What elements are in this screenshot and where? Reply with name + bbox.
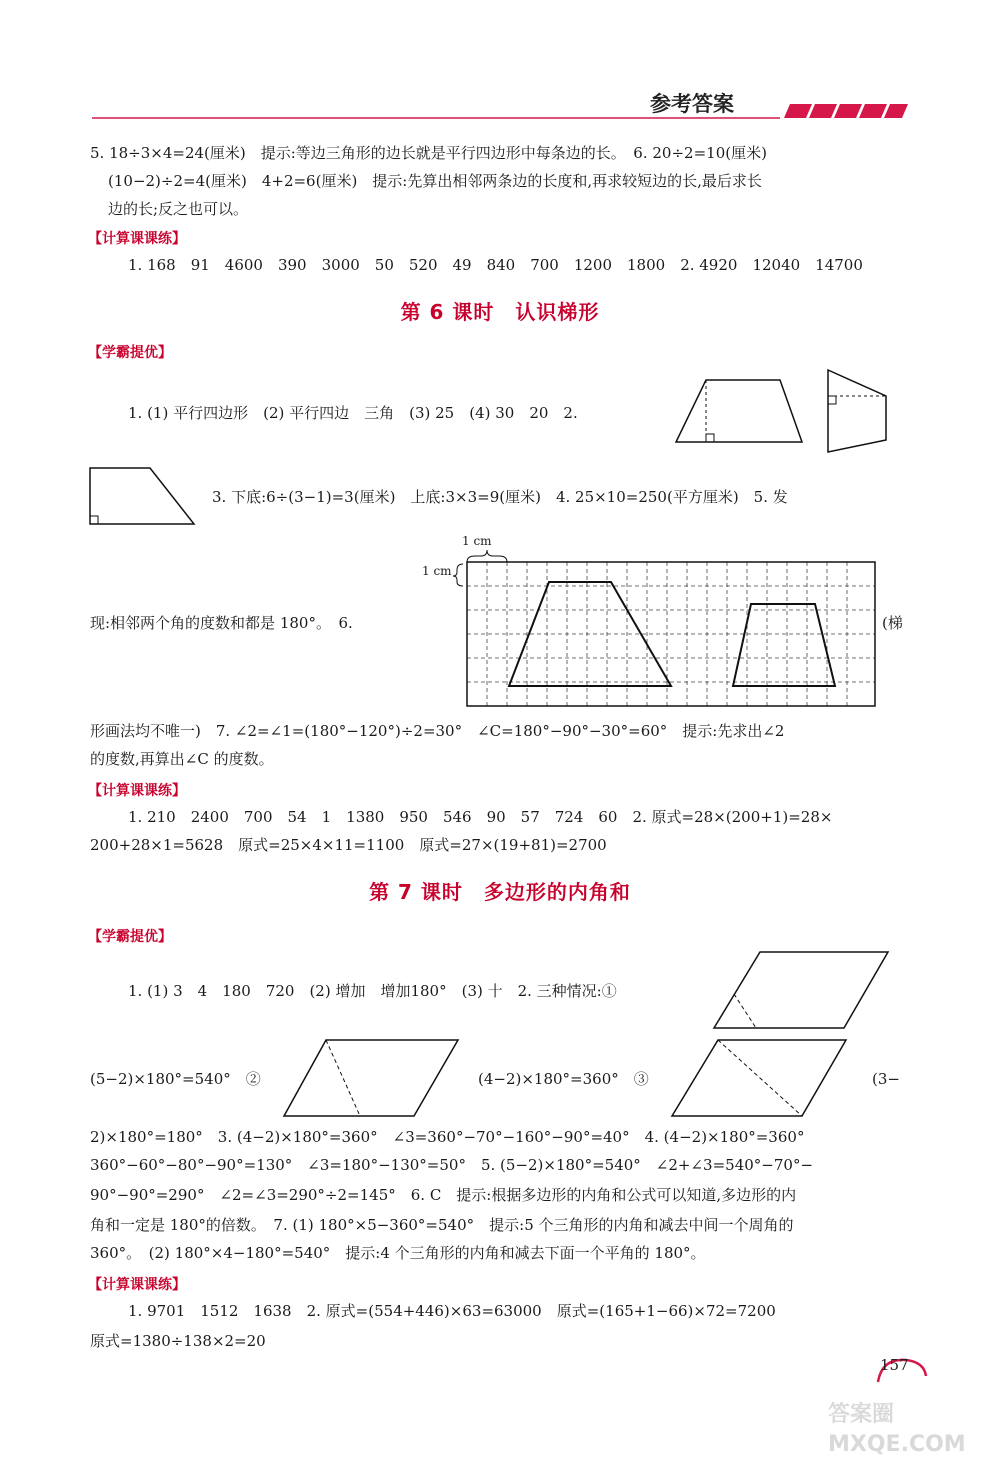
answer-line: 1. (1) 3 4 180 720 (2) 增加 增加180° (3) 十 2. 三种情况:① bbox=[128, 982, 617, 1000]
answer-line: 角和一定是 180°的倍数。 7. (1) 180°×5−360°=540° 提示:5 个三角形的内角和减去中间一个周角的 bbox=[90, 1216, 794, 1234]
answer-line: 5. 18÷3×4=24(厘米) 提示:等边三角形的边长就是平行四边形中每条边的长。 6. 20÷2=10(厘米) bbox=[90, 144, 767, 162]
polygon-figure-1 bbox=[712, 950, 892, 1032]
grid-figure bbox=[455, 548, 880, 708]
answer-line: 原式=1380÷138×2=20 bbox=[90, 1332, 266, 1350]
answer-line: 1. 210 2400 700 54 1 1380 950 546 90 57 724 60 2. 原式=28×(200+1)=28× bbox=[128, 808, 833, 826]
answer-line: (10−2)÷2=4(厘米) 4+2=6(厘米) 提示:先算出相邻两条边的长度和,再求较短边的长,最后求长 bbox=[108, 172, 762, 190]
answer-line: (梯 bbox=[882, 614, 903, 632]
lesson-title: 第 6 课时 认识梯形 bbox=[400, 300, 600, 324]
grid-unit-y: 1 cm bbox=[422, 564, 452, 578]
watermark: 答案圈 MXQE.COM bbox=[828, 1402, 966, 1457]
page-number: 157 bbox=[880, 1356, 909, 1374]
answer-line: 360°−60°−80°−90°=130° ∠3=180°−130°=50° 5. (5−2)×180°=540° ∠2+∠3=540°−70°− bbox=[90, 1156, 814, 1174]
answer-line: 3. 下底:6÷(3−1)=3(厘米) 上底:3×3=9(厘米) 4. 25×10=250(平方厘米) 5. 发 bbox=[212, 488, 788, 506]
trapezoid-figure-2 bbox=[824, 368, 894, 458]
answer-line: 1. 9701 1512 1638 2. 原式=(554+446)×63=63000 原式=(165+1−66)×72=7200 bbox=[128, 1302, 776, 1320]
trapezoid-figure-1 bbox=[670, 378, 810, 448]
answer-line: 2)×180°=180° 3. (4−2)×180°=360° ∠3=360°−70°−160°−90°=40° 4. (4−2)×180°=360° bbox=[90, 1128, 805, 1146]
tag-xueba: 【学霸提优】 bbox=[88, 345, 172, 361]
header-title: 参考答案 bbox=[650, 92, 734, 116]
answer-line: (5−2)×180°=540° ② bbox=[90, 1070, 261, 1088]
answer-line: 1. 168 91 4600 390 3000 50 520 49 840 700 1200 1800 2. 4920 12040 14700 bbox=[128, 256, 863, 274]
grid-unit-x: 1 cm bbox=[462, 534, 492, 548]
answer-line: 90°−90°=290° ∠2=∠3=290°÷2=145° 6. C 提示:根据多边形的内角和公式可以知道,多边形的内 bbox=[90, 1186, 797, 1204]
tag-calc: 【计算课课练】 bbox=[88, 231, 186, 247]
answer-line: 形画法均不唯一) 7. ∠2=∠1=(180°−120°)÷2=30° ∠C=180°−90°−30°=60° 提示:先求出∠2 bbox=[90, 722, 785, 740]
answer-line: (4−2)×180°=360° ③ bbox=[478, 1070, 649, 1088]
tag-calc: 【计算课课练】 bbox=[88, 783, 186, 799]
header-rule bbox=[0, 0, 1000, 130]
answer-line: (3− bbox=[872, 1070, 900, 1088]
answer-line: 360°。 (2) 180°×4−180°=540° 提示:4 个三角形的内角和减去下面一个平角的 180°。 bbox=[90, 1244, 706, 1262]
trapezoid-figure-3 bbox=[88, 466, 198, 528]
polygon-figure-3 bbox=[670, 1038, 850, 1120]
lesson-title: 第 7 课时 多边形的内角和 bbox=[369, 880, 631, 904]
tag-calc: 【计算课课练】 bbox=[88, 1277, 186, 1293]
answer-line: 1. (1) 平行四边形 (2) 平行四边 三角 (3) 25 (4) 30 20 2. bbox=[128, 404, 578, 422]
tag-xueba: 【学霸提优】 bbox=[88, 929, 172, 945]
answer-line: 边的长;反之也可以。 bbox=[108, 200, 249, 218]
answer-line: 现:相邻两个角的度数和都是 180°。 6. bbox=[90, 614, 353, 632]
polygon-figure-2 bbox=[282, 1038, 462, 1120]
answer-line: 的度数,再算出∠C 的度数。 bbox=[90, 750, 274, 768]
answer-line: 200+28×1=5628 原式=25×4×11=1100 原式=27×(19+81)=2700 bbox=[90, 836, 607, 854]
